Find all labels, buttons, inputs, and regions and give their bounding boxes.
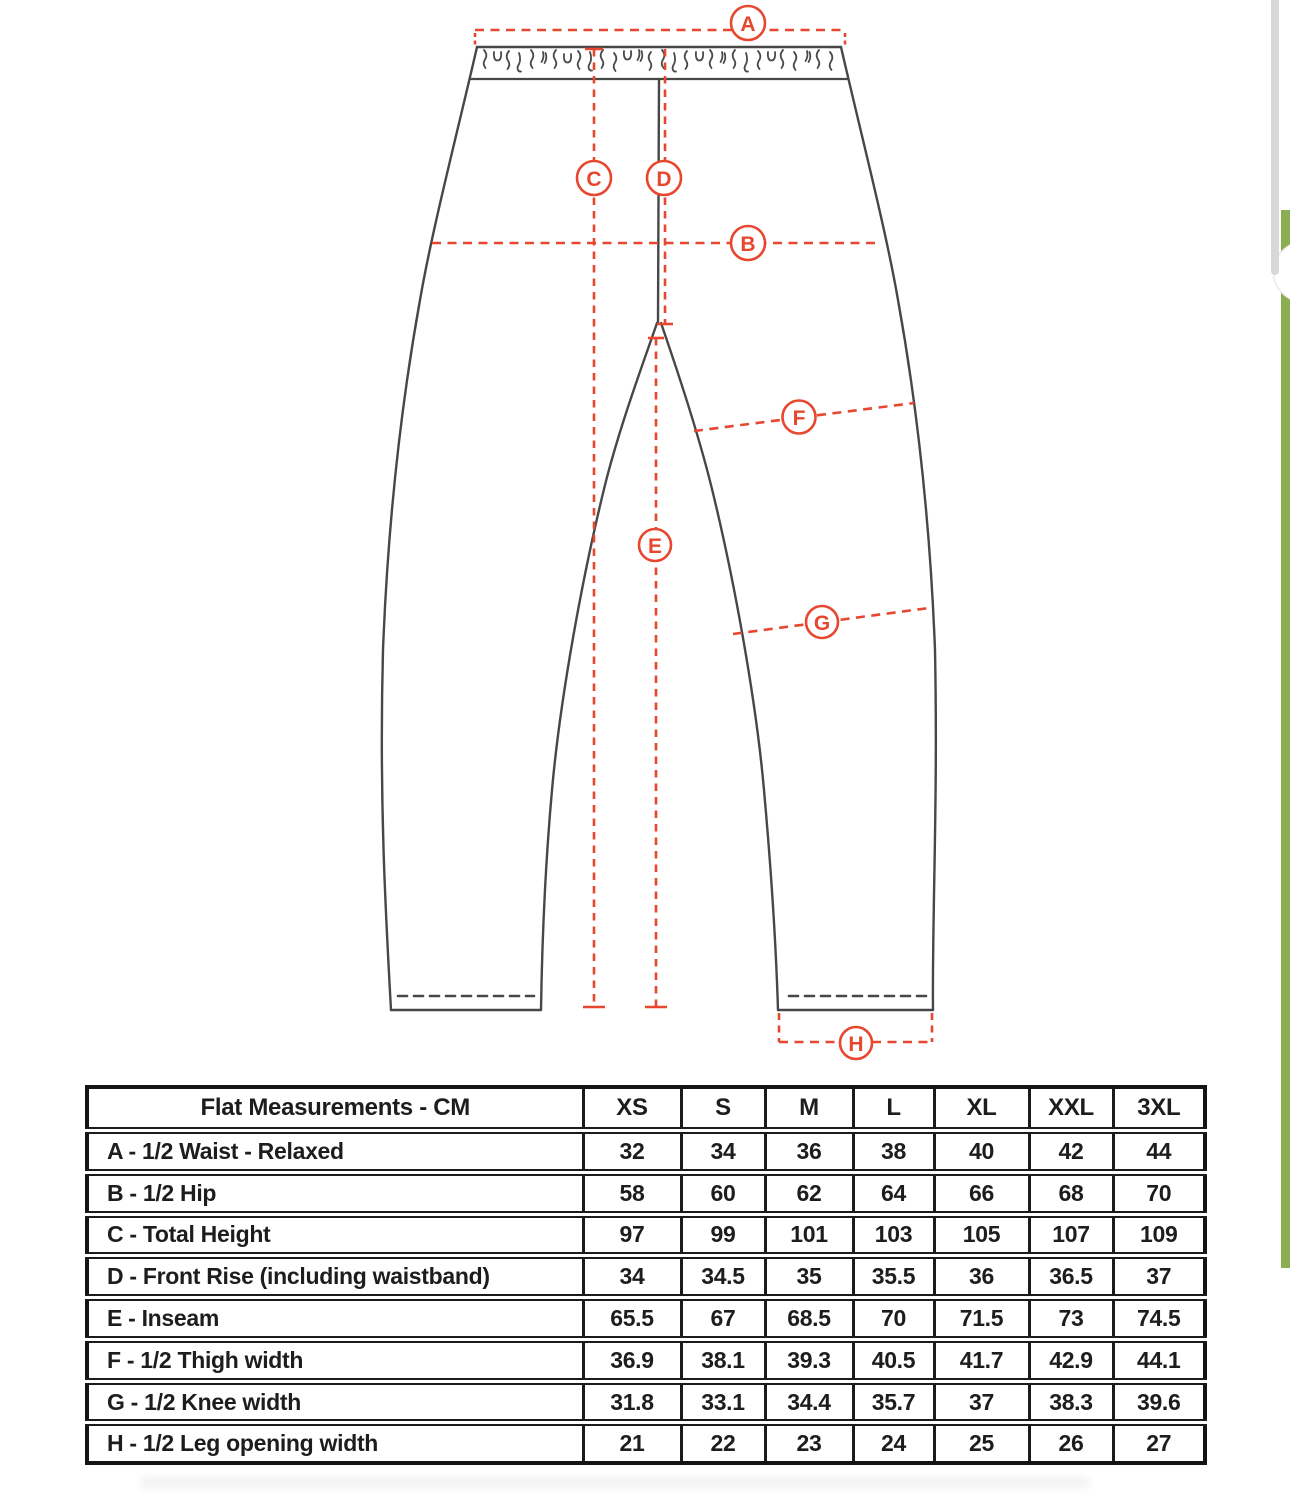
waistband-gathers bbox=[484, 50, 833, 72]
row-label: D - Front Rise (including waistband) bbox=[87, 1256, 583, 1298]
cell: 68 bbox=[1029, 1172, 1113, 1214]
measure-line-e bbox=[645, 338, 667, 1007]
table-title: Flat Measurements - CM bbox=[87, 1087, 583, 1131]
cell: 60 bbox=[681, 1172, 765, 1214]
cell: 36 bbox=[765, 1131, 853, 1173]
cell: 62 bbox=[765, 1172, 853, 1214]
cell: 44 bbox=[1113, 1131, 1205, 1173]
cell: 66 bbox=[934, 1172, 1029, 1214]
cell: 40.5 bbox=[853, 1339, 934, 1381]
row-label: H - 1/2 Leg opening width bbox=[87, 1423, 583, 1463]
size-chart-table bbox=[85, 1085, 1207, 1465]
cell: 40 bbox=[934, 1131, 1029, 1173]
col-header-l: L bbox=[853, 1087, 934, 1131]
cell: 74.5 bbox=[1113, 1298, 1205, 1340]
cell: 33.1 bbox=[681, 1381, 765, 1423]
cell: 70 bbox=[1113, 1172, 1205, 1214]
cell: 99 bbox=[681, 1214, 765, 1256]
table-row bbox=[87, 1298, 1205, 1340]
cell: 21 bbox=[583, 1423, 681, 1463]
marker-a-letter: A bbox=[740, 13, 756, 36]
cell: 39.3 bbox=[765, 1339, 853, 1381]
cell: 32 bbox=[583, 1131, 681, 1173]
cell: 35.7 bbox=[853, 1381, 934, 1423]
row-label: E - Inseam bbox=[87, 1298, 583, 1340]
row-label: A - 1/2 Waist - Relaxed bbox=[107, 1137, 344, 1164]
adjacent-image-edge bbox=[1281, 210, 1290, 1268]
marker-b bbox=[731, 226, 765, 260]
cell: 27 bbox=[1113, 1423, 1205, 1463]
col-header-3xl: 3XL bbox=[1113, 1087, 1205, 1131]
table-row bbox=[87, 1256, 1205, 1298]
cell: 65.5 bbox=[583, 1298, 681, 1340]
cell: 34 bbox=[583, 1256, 681, 1298]
table-row bbox=[87, 1214, 1205, 1256]
cell: 37 bbox=[1113, 1256, 1205, 1298]
marker-h bbox=[840, 1027, 872, 1059]
cell: 73 bbox=[1029, 1298, 1113, 1340]
measure-lines bbox=[432, 30, 932, 1042]
cell: 71.5 bbox=[934, 1298, 1029, 1340]
row-label: F - 1/2 Thigh width bbox=[87, 1339, 583, 1381]
marker-g bbox=[806, 606, 838, 638]
cell: 36 bbox=[934, 1256, 1029, 1298]
cell: 38 bbox=[853, 1131, 934, 1173]
cell: 38.3 bbox=[1029, 1381, 1113, 1423]
cell: 67 bbox=[681, 1298, 765, 1340]
cell: 23 bbox=[765, 1423, 853, 1463]
marker-f bbox=[783, 401, 816, 434]
row-label: G - 1/2 Knee width bbox=[87, 1381, 583, 1423]
cell: 70 bbox=[853, 1298, 934, 1340]
cell: 44.1 bbox=[1113, 1339, 1205, 1381]
table-row bbox=[87, 1131, 1205, 1173]
cell: 37 bbox=[934, 1381, 1029, 1423]
table-row bbox=[87, 1381, 1205, 1423]
cell: 34.4 bbox=[765, 1381, 853, 1423]
col-header-xl: XL bbox=[934, 1087, 1029, 1131]
cell: 64 bbox=[853, 1172, 934, 1214]
row-label: B - 1/2 Hip bbox=[87, 1172, 583, 1214]
marker-e bbox=[639, 529, 671, 561]
col-header-s: S bbox=[681, 1087, 765, 1131]
cell: 24 bbox=[853, 1423, 934, 1463]
compression-artifact bbox=[140, 1476, 1090, 1489]
cell: 41.7 bbox=[934, 1339, 1029, 1381]
cell: 39.6 bbox=[1113, 1381, 1205, 1423]
cell: 101 bbox=[765, 1214, 853, 1256]
cell: 35 bbox=[765, 1256, 853, 1298]
cell: 107 bbox=[1029, 1214, 1113, 1256]
col-header-xxl: XXL bbox=[1029, 1087, 1113, 1131]
table-header-row bbox=[87, 1087, 1205, 1131]
cell: 97 bbox=[583, 1214, 681, 1256]
marker-h-letter: H bbox=[848, 1033, 864, 1056]
table-row bbox=[87, 1172, 1205, 1214]
table-row bbox=[87, 1339, 1205, 1381]
cell: 34 bbox=[681, 1131, 765, 1173]
cell: 36.5 bbox=[1029, 1256, 1113, 1298]
scrollbar-thumb[interactable] bbox=[1271, 0, 1279, 275]
cell: 35.5 bbox=[853, 1256, 934, 1298]
cell: 68.5 bbox=[765, 1298, 853, 1340]
row-label: C - Total Height bbox=[87, 1214, 583, 1256]
marker-d bbox=[647, 161, 681, 195]
cell: 26 bbox=[1029, 1423, 1113, 1463]
cell: 42 bbox=[1029, 1131, 1113, 1173]
col-header-xs: XS bbox=[583, 1087, 681, 1131]
cell: 42.9 bbox=[1029, 1339, 1113, 1381]
measure-line-a bbox=[475, 30, 845, 45]
cell: 109 bbox=[1113, 1214, 1205, 1256]
cell: 25 bbox=[934, 1423, 1029, 1463]
cell: 34.5 bbox=[681, 1256, 765, 1298]
cell: 103 bbox=[853, 1214, 934, 1256]
marker-g-letter: G bbox=[813, 612, 831, 635]
marker-a bbox=[731, 6, 765, 40]
marker-c-letter: C bbox=[586, 168, 602, 191]
marker-c bbox=[577, 161, 611, 195]
marker-b-letter: B bbox=[740, 233, 756, 256]
marker-f-letter: F bbox=[792, 407, 806, 430]
cell: 58 bbox=[583, 1172, 681, 1214]
cell: 22 bbox=[681, 1423, 765, 1463]
cell: 105 bbox=[934, 1214, 1029, 1256]
cell: 38.1 bbox=[681, 1339, 765, 1381]
marker-e-letter: E bbox=[647, 535, 663, 558]
col-header-m: M bbox=[765, 1087, 853, 1131]
cell: 31.8 bbox=[583, 1381, 681, 1423]
marker-d-letter: D bbox=[656, 168, 672, 191]
measure-markers bbox=[577, 6, 872, 1059]
cell: 36.9 bbox=[583, 1339, 681, 1381]
table-row bbox=[87, 1423, 1205, 1463]
